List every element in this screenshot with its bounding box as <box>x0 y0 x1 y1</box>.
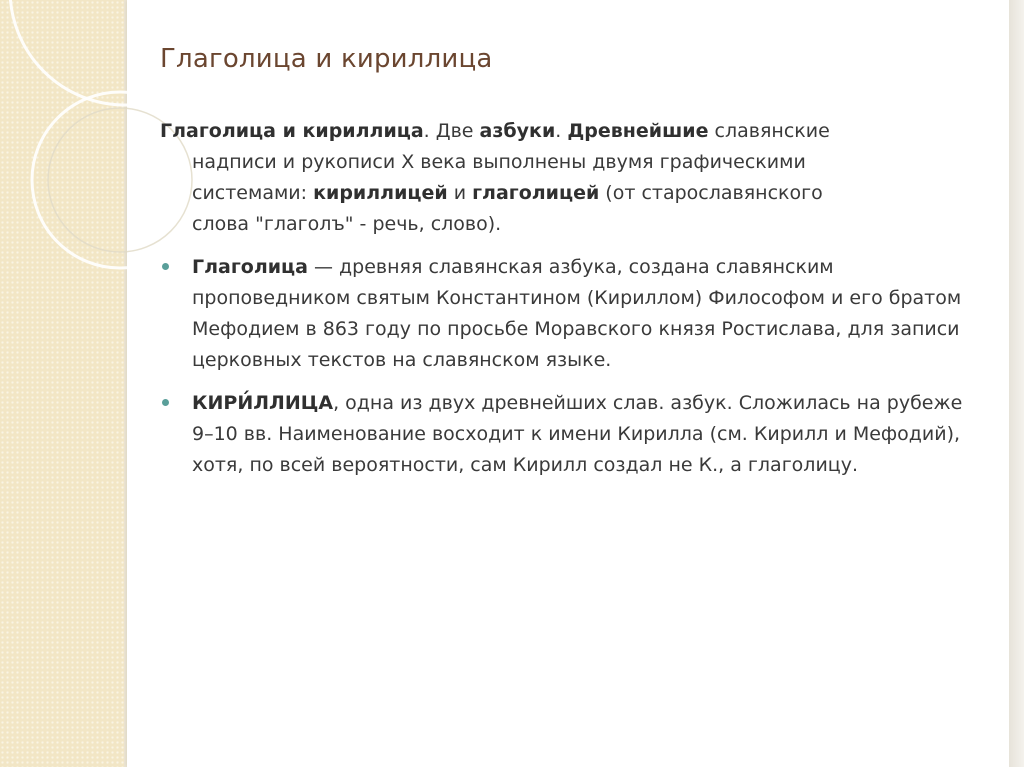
bullet-text: — древняя славянская азбука, создана славянским проповедником святым Константином (Кириллом) Философом и его братом Мефодием в 863 году по просьбе Моравского князя Ростислава, для записи церковных текстов на славянском языке. <box>192 256 962 371</box>
intro-text: . <box>555 120 568 142</box>
intro-text: слова "глаголъ" - речь, слово). <box>192 213 502 235</box>
bullet-cyrillic <box>160 388 980 481</box>
bullet-glagolitic <box>160 252 980 376</box>
right-edge-shadow <box>1009 0 1024 767</box>
slide-body <box>160 116 980 493</box>
intro-text: надписи и рукописи X века выполнены двумя графическими <box>192 151 806 173</box>
intro-term: Глаголица и кириллица <box>160 120 424 142</box>
intro-text: славянские <box>708 120 830 142</box>
intro-bold: Древнейшие <box>567 120 709 142</box>
intro-paragraph <box>160 116 980 240</box>
intro-text: и <box>447 182 473 204</box>
intro-bold: кириллицей <box>313 182 448 204</box>
intro-text: системами: <box>192 182 314 204</box>
bullet-term: Глаголица <box>192 256 308 278</box>
bullet-text: , одна из двух древнейших слав. азбук. Сложилась на рубеже 9–10 вв. Наименование восходит к имени Кирилла (см. Кирилл и Мефодий), хотя, по всей вероятности, сам Кирилл создал не К., а глаголицу. <box>192 392 963 476</box>
intro-line <box>160 147 980 240</box>
bullet-term: КИРИ́ЛЛИЦА <box>192 392 334 414</box>
intro-text: (от старославянского <box>599 182 823 204</box>
intro-bold: глаголицей <box>472 182 600 204</box>
slide-title: Глаголица и кириллица <box>160 44 493 74</box>
intro-text: . Две <box>423 120 480 142</box>
bullet-dot-icon <box>162 399 169 406</box>
intro-bold: азбуки <box>479 120 556 142</box>
bullet-dot-icon <box>162 263 169 270</box>
